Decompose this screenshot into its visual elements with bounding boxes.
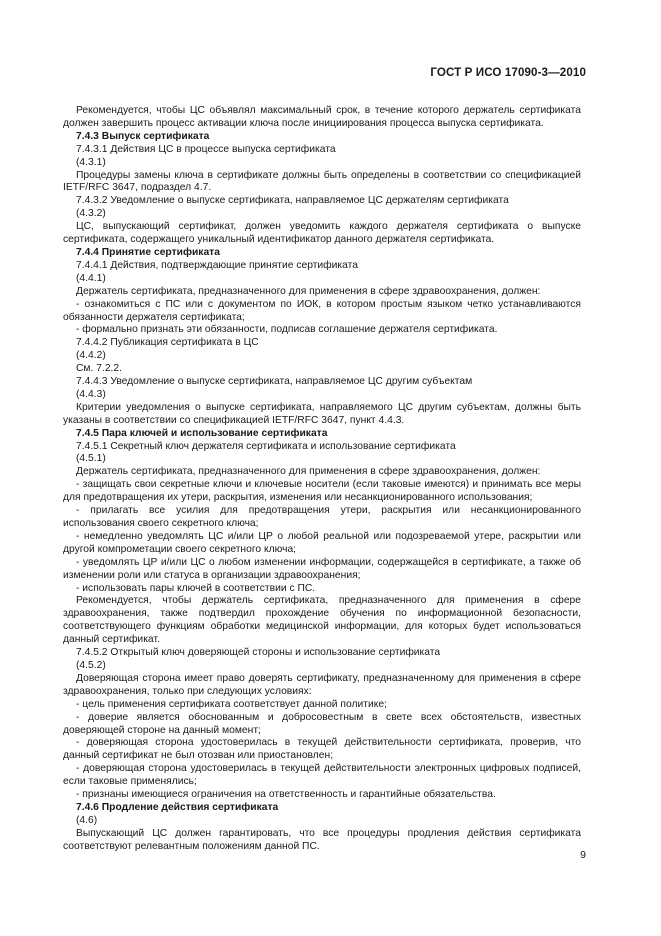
section-heading: 7.4.3 Выпуск сертификата [76, 130, 210, 142]
reference-number: (4.5.2) [76, 659, 106, 671]
list-item: - прилагать все усилия для предотвращения утери, раскрытия или несанкционированного использования своего секретного ключа; [63, 505, 581, 529]
subsection-heading: 7.4.5.1 Секретный ключ держателя сертификата и использование сертификата [76, 440, 456, 452]
list-item: - цель применения сертификата соответствует данной политике; [76, 698, 387, 710]
body-text [63, 105, 581, 854]
paragraph: Рекомендуется, чтобы держатель сертификата, предназначенного для применения в сфере здравоохранения, также подтвердил прохождение обучения по информационной безопасности, соответствующего функциям обработки медицинской информации, для которых будет использоваться данный сертификат. [63, 595, 581, 646]
list-item: - использовать пары ключей в соответствии с ПС. [76, 582, 316, 594]
paragraph: ЦС, выпускающий сертификат, должен уведомить каждого держателя сертификата о выпуске сертификата, содержащего уникальный идентификатор данного держателя сертификата. [63, 221, 581, 246]
paragraph: См. 7.2.2. [76, 363, 122, 375]
reference-number: (4.4.3) [76, 388, 106, 400]
paragraph: Держатель сертификата, предназначенного для применения в сфере здравоохранения, должен: [76, 285, 541, 297]
subsection-heading: 7.4.4.3 Уведомление о выпуске сертификата, направляемое ЦС другим субъектам [76, 376, 473, 388]
reference-number: (4.4.1) [76, 272, 106, 284]
reference-number: (4.6) [76, 814, 98, 826]
reference-number: (4.5.1) [76, 453, 106, 465]
list-item: - уведомлять ЦР и/или ЦС о любом изменении информации, содержащейся в сертификате, а также об изменении роли или статуса в организации здравоохранения; [63, 556, 581, 581]
list-item: - доверяющая сторона удостоверилась в текущей действительности электронных цифровых подписей, если таковые применялись; [63, 763, 581, 788]
section-heading: 7.4.5 Пара ключей и использование сертификата [76, 427, 328, 439]
page-number: 9 [580, 849, 586, 861]
paragraph: Доверяющая сторона имеет право доверять сертификату, предназначенному для применения в сфере здравоохранения, только при следующих условиях: [63, 672, 581, 697]
list-item: - ознакомиться с ПС или с документом по ИОК, в котором простым языком четко устанавливаются обязанности держателя сертификата; [63, 298, 581, 323]
document-id-header: ГОСТ Р ИСО 17090-3—2010 [430, 66, 586, 79]
subsection-heading: 7.4.3.1 Действия ЦС в процессе выпуска сертификата [76, 143, 336, 155]
subsection-heading: 7.4.4.1 Действия, подтверждающие принятие сертификата [76, 259, 358, 271]
list-item: - признаны имеющиеся ограничения на ответственность и гарантийные обязательства. [76, 789, 496, 801]
subsection-heading: 7.4.3.2 Уведомление о выпуске сертификата, направляемое ЦС держателям сертификата [76, 195, 509, 207]
list-item: - доверие является обоснованным и добросовестным в свете всех обстоятельств, известных доверяющей стороне на данный момент; [63, 711, 581, 736]
paragraph: Рекомендуется, чтобы ЦС объявлял максимальный срок, в течение которого держатель сертификата должен завершить процесс активации ключа после инициирования процесса выпуска сертификата. [63, 105, 581, 129]
paragraph: Процедуры замены ключа в сертификате должны быть определены в соответствии со спецификацией IETF/RFC 3647, подраздел 4.7. [63, 169, 581, 194]
list-item: - защищать свои секретные ключи и ключевые носители (если таковые имеются) и принимать все меры для предотвращения их утери, раскрытия, изменения или несанкционированного использования; [63, 479, 581, 504]
section-heading: 7.4.4 Принятие сертификата [76, 246, 220, 258]
reference-number: (4.3.2) [76, 208, 106, 220]
paragraph: Критерии уведомления о выпуске сертификата, направляемого ЦС другим субъектам, должны быть указаны в соответствии со спецификацией IETF/RFC 3647, пункт 4.4.3. [63, 401, 581, 426]
list-item: - формально признать эти обязанности, подписав соглашение держателя сертификата. [76, 324, 498, 336]
section-heading: 7.4.6 Продление действия сертификата [76, 801, 279, 813]
list-item: - немедленно уведомлять ЦС и/или ЦР о любой реальной или подозреваемой утере, раскрытии или другой компрометации своего секретного ключа; [63, 530, 581, 555]
subsection-heading: 7.4.4.2 Публикация сертификата в ЦС [76, 337, 259, 349]
reference-number: (4.3.1) [76, 156, 106, 168]
reference-number: (4.4.2) [76, 350, 106, 362]
subsection-heading: 7.4.5.2 Открытый ключ доверяющей стороны и использование сертификата [76, 647, 441, 659]
paragraph: Выпускающий ЦС должен гарантировать, что все процедуры продления действия сертификата соответствуют релевантным положениям данной ПС. [63, 827, 581, 852]
paragraph: Держатель сертификата, предназначенного для применения в сфере здравоохранения, должен: [76, 466, 541, 478]
list-item: - доверяющая сторона удостоверилась в текущей действительности сертификата, проверив, что данный сертификат не был отозван или приостановлен; [63, 737, 581, 762]
